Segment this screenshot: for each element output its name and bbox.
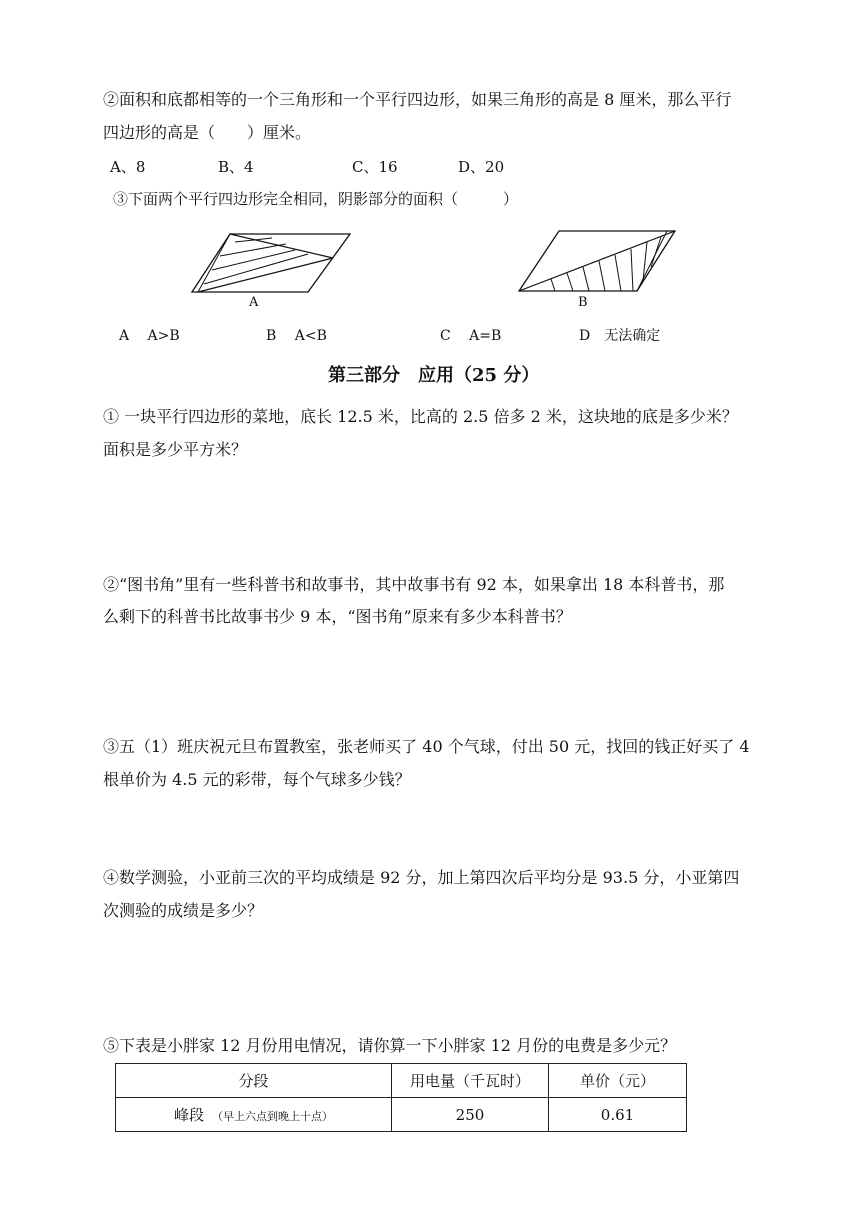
p3-line-1: ③五（1）班庆祝元旦布置教室，张老师买了 40 个气球，付出 50 元，找回的钱正好买了 4 <box>103 737 750 756</box>
part3-heading: 第三部分 应用（25 分） <box>328 365 540 386</box>
p1-line-1: ① 一块平行四边形的菜地，底长 12.5 米，比高的 2.5 倍多 2 米，这块地的底是多少米？ <box>103 407 738 426</box>
segment-name: 峰段 <box>173 1106 204 1124</box>
table-row <box>116 1098 687 1132</box>
q2-option-d: D、20 <box>458 158 505 176</box>
table-header-price: 单价（元） <box>549 1064 687 1098</box>
q2-option-c: C、16 <box>352 158 398 176</box>
p2-line-2: 么剩下的科普书比故事书少 9 本，“图书角”原来有多少本科普书？ <box>103 607 572 626</box>
q2-option-b: B、4 <box>218 158 254 176</box>
q3-option-d: D 无法确定 <box>579 328 661 344</box>
q2-option-a: A、8 <box>110 158 146 176</box>
q3-text: ③下面两个平行四边形完全相同，阴影部分的面积（ ） <box>113 190 519 208</box>
q3-option-b: B A<B <box>266 328 327 344</box>
table-header-usage: 用电量（千瓦时） <box>392 1064 549 1098</box>
q3-option-c: C A=B <box>440 328 502 344</box>
figure-b-label: B <box>578 295 588 310</box>
table-cell-segment <box>116 1098 392 1132</box>
table-cell-price: 0.61 <box>549 1098 687 1132</box>
table-header-row <box>116 1064 687 1098</box>
table-cell-usage: 250 <box>392 1098 549 1132</box>
q3-option-a: A A>B <box>119 328 180 344</box>
q2-line-1: ②面积和底都相等的一个三角形和一个平行四边形，如果三角形的高是 8 厘米，那么平行 <box>103 90 732 109</box>
table-header-segment: 分段 <box>116 1064 392 1098</box>
parallelogram-a-figure <box>190 232 354 294</box>
p4-line-1: ④数学测验，小亚前三次的平均成绩是 92 分，加上第四次后平均分是 93.5 分，小亚第四 <box>103 868 740 887</box>
p3-line-2: 根单价为 4.5 元的彩带，每个气球多少钱？ <box>103 770 411 789</box>
p1-line-2: 面积是多少平方米？ <box>103 440 248 459</box>
electricity-table <box>115 1063 687 1132</box>
p5-line-1: ⑤下表是小胖家 12 月份用电情况，请你算一下小胖家 12 月份的电费是多少元？ <box>103 1036 677 1055</box>
segment-note: （早上六点到晚上十点） <box>212 1110 333 1123</box>
p2-line-1: ②“图书角”里有一些科普书和故事书，其中故事书有 92 本，如果拿出 18 本科普书，那 <box>103 575 725 594</box>
parallelogram-b-figure <box>517 229 679 293</box>
figure-a-label: A <box>249 295 259 310</box>
q2-line-2: 四边形的高是（ ）厘米。 <box>103 123 312 142</box>
p4-line-2: 次测验的成绩是多少？ <box>103 901 264 920</box>
